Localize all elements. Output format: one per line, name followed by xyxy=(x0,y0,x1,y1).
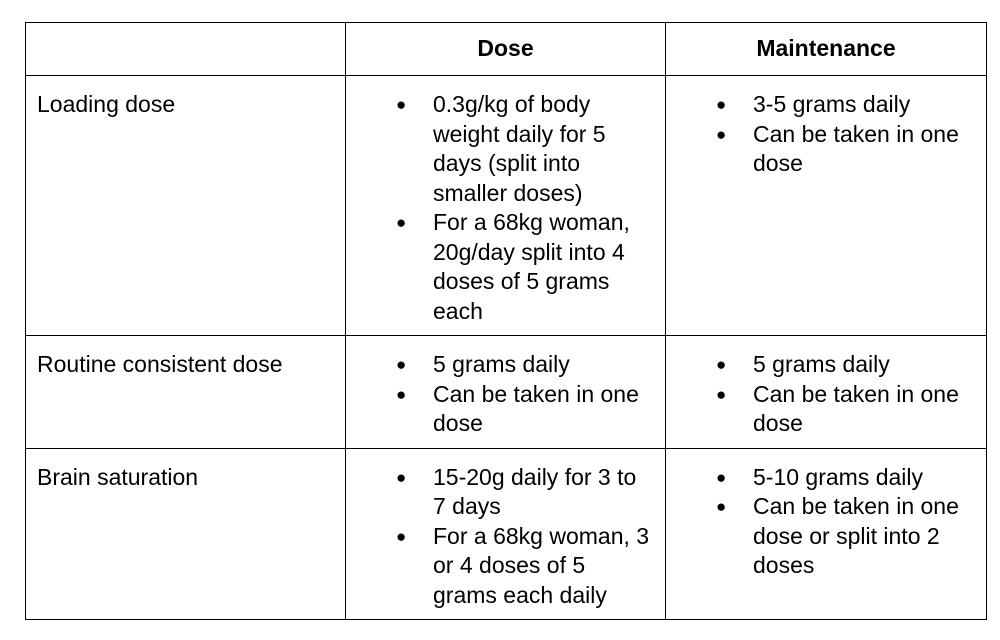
row-label: Routine consistent dose xyxy=(37,351,283,377)
maintenance-cell xyxy=(666,336,987,449)
table-row-loading-dose xyxy=(26,76,987,336)
dose-cell xyxy=(346,76,666,336)
list-item: ● 5-10 grams daily xyxy=(753,463,976,493)
dose-bullet-list xyxy=(346,336,665,448)
list-item: ● 3-5 grams daily xyxy=(753,90,976,120)
row-label: Brain saturation xyxy=(37,463,199,490)
row-label-cell xyxy=(26,336,346,449)
row-label-cell xyxy=(26,76,346,336)
header-cell-empty xyxy=(26,23,346,76)
dose-bullet-list xyxy=(346,76,665,335)
list-item: ● Can be taken in one dose xyxy=(753,120,976,179)
dose-bullet-list xyxy=(346,449,665,620)
list-item: ● 5 grams daily xyxy=(753,350,976,380)
header-cell-maintenance: Maintenance xyxy=(666,23,987,76)
table-row-routine-dose xyxy=(26,336,987,449)
list-item: ● 5 grams daily xyxy=(433,350,655,380)
list-item: ● Can be taken in one dose or split into 2 doses xyxy=(753,492,976,581)
dose-cell xyxy=(346,448,666,620)
row-label-cell xyxy=(26,448,346,620)
header-cell-dose: Dose xyxy=(346,23,666,76)
list-item: ● 15-20g daily for 3 to 7 days xyxy=(433,463,655,522)
table-row-brain-saturation xyxy=(26,448,987,620)
list-item: ● For a 68kg woman, 20g/day split into 4 doses of 5 grams each xyxy=(433,208,655,326)
maintenance-cell xyxy=(666,448,987,620)
list-item: ● For a 68kg woman, 3 or 4 doses of 5 grams each daily xyxy=(433,522,655,611)
list-item: ● 0.3g/kg of body weight daily for 5 days (split into smaller doses) xyxy=(433,90,655,208)
list-item: ● Can be taken in one dose xyxy=(753,380,976,439)
maintenance-bullet-list xyxy=(666,76,986,188)
maintenance-bullet-list xyxy=(666,449,986,590)
row-label: Loading dose xyxy=(37,91,176,117)
dose-cell xyxy=(346,336,666,449)
list-item: ● Can be taken in one dose xyxy=(433,380,655,439)
maintenance-bullet-list xyxy=(666,336,986,448)
dosage-table xyxy=(25,22,987,620)
maintenance-cell xyxy=(666,76,987,336)
header-row xyxy=(26,23,987,76)
